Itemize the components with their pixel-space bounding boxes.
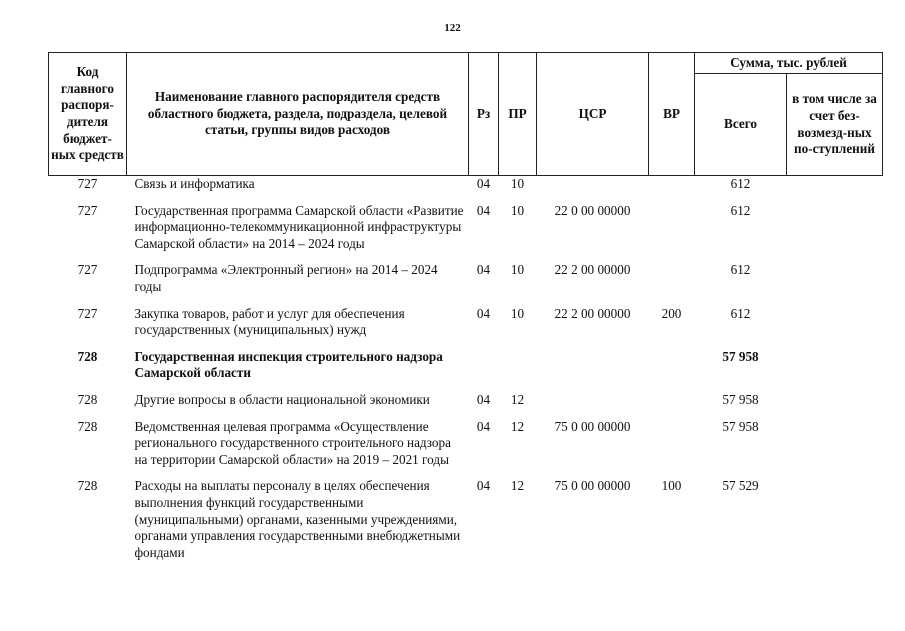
header-vr: ВР (649, 53, 695, 176)
table-row (49, 469, 883, 562)
cell-code: 727 (77, 305, 98, 321)
cell-name: Связь и информатика (134, 176, 255, 191)
cell-rz: 04 (476, 262, 491, 278)
cell-vr (649, 253, 695, 296)
cell-csr (537, 383, 649, 410)
cell-pr: 10 (510, 305, 525, 321)
cell-rz (469, 340, 499, 383)
cell-total: 612 (730, 305, 751, 321)
table-body (49, 176, 883, 563)
cell-rz: 04 (476, 478, 491, 494)
cell-pr (499, 340, 537, 383)
cell-total: 57 958 (722, 391, 759, 407)
cell-code: 728 (77, 391, 98, 407)
cell-vr (649, 194, 695, 254)
table-row (49, 194, 883, 254)
cell-total: 57 958 (722, 418, 759, 434)
cell-rz: 04 (476, 176, 491, 191)
cell-csr (537, 176, 649, 194)
cell-total: 57 958 (722, 348, 759, 364)
cell-name: Ведомственная целевая программа «Осуществление регионального государственного строительного надзора на территории Самарской области» на 2019 – 2021 годы (134, 418, 451, 467)
cell-pr: 10 (510, 262, 525, 278)
cell-vr (649, 340, 695, 383)
cell-name: Закупка товаров, работ и услуг для обеспечения государственных (муниципальных) нужд (134, 305, 405, 338)
cell-free (787, 410, 883, 470)
cell-name: Государственная программа Самарской области «Развитие информационно-телекоммуникационной инфраструктуры Самарской области» на 2014 – 2024 годы (134, 202, 464, 251)
cell-code: 727 (77, 176, 98, 191)
cell-csr: 22 0 00 00000 (554, 202, 631, 218)
cell-code: 728 (77, 418, 98, 434)
table-row (49, 253, 883, 296)
cell-csr: 75 0 00 00000 (554, 418, 631, 434)
cell-vr (649, 176, 695, 194)
cell-rz: 04 (476, 391, 491, 407)
header-sum-group: Сумма, тыс. рублей (695, 53, 883, 74)
cell-code: 727 (77, 202, 98, 218)
cell-vr: 200 (661, 305, 682, 321)
header-name: Наименование главного распорядителя средств областного бюджета, раздела, подраздела, целевой статьи, группы видов расходов (127, 53, 469, 176)
cell-csr: 22 2 00 00000 (554, 262, 631, 278)
cell-pr: 12 (510, 391, 525, 407)
cell-free (787, 297, 883, 340)
cell-name: Другие вопросы в области национальной экономики (134, 391, 430, 407)
cell-pr: 12 (510, 418, 525, 434)
header-free: в том числе за счет без-возмезд-ных по-ступлений (787, 74, 883, 176)
header-total: Всего (695, 74, 787, 176)
cell-total: 57 529 (722, 478, 759, 494)
budget-table (48, 52, 883, 562)
table-row (49, 176, 883, 194)
header-rz: Рз (469, 53, 499, 176)
table-row (49, 297, 883, 340)
cell-total: 612 (730, 202, 751, 218)
page-number: 122 (444, 22, 461, 34)
cell-csr (537, 340, 649, 383)
cell-pr: 12 (510, 478, 525, 494)
cell-rz: 04 (476, 305, 491, 321)
cell-csr: 75 0 00 00000 (554, 478, 631, 494)
cell-free (787, 340, 883, 383)
cell-vr (649, 410, 695, 470)
cell-pr: 10 (510, 176, 525, 191)
cell-rz: 04 (476, 418, 491, 434)
cell-total: 612 (730, 262, 751, 278)
cell-rz: 04 (476, 202, 491, 218)
table-header (49, 53, 883, 176)
cell-name: Расходы на выплаты персоналу в целях обеспечения выполнения функций государственными (муниципальными) органами, казенными учреждениями, органами управления государственными внебюджетными фондами (134, 478, 461, 560)
cell-free (787, 383, 883, 410)
table-row (49, 410, 883, 470)
cell-free (787, 194, 883, 254)
cell-code: 728 (77, 478, 98, 494)
cell-free (787, 253, 883, 296)
header-csr: ЦСР (537, 53, 649, 176)
cell-pr: 10 (510, 202, 525, 218)
header-pr: ПР (499, 53, 537, 176)
cell-name: Государственная инспекция строительного надзора Самарской области (134, 348, 443, 381)
table-row (49, 340, 883, 383)
cell-vr: 100 (661, 478, 682, 494)
cell-csr: 22 2 00 00000 (554, 305, 631, 321)
cell-free (787, 176, 883, 194)
table-row (49, 383, 883, 410)
cell-free (787, 469, 883, 562)
cell-total: 612 (730, 176, 751, 191)
header-code: Код главного распоря-дителя бюджет-ных средств (49, 53, 127, 176)
cell-vr (649, 383, 695, 410)
cell-name: Подпрограмма «Электронный регион» на 2014 – 2024 годы (134, 262, 438, 294)
cell-code: 727 (77, 262, 98, 278)
cell-code: 728 (77, 348, 98, 364)
